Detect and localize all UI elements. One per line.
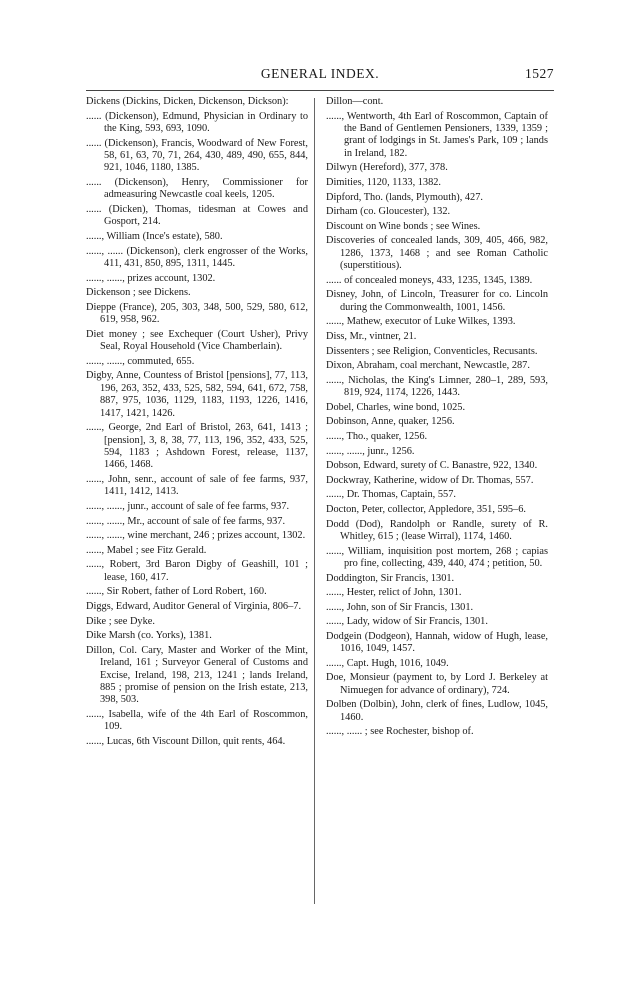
index-entry: ...... (Dicken), Thomas, tidesman at Cowes and Gosport, 214. — [86, 204, 308, 228]
index-column-right — [326, 96, 548, 741]
page-title: GENERAL INDEX. — [260, 66, 380, 81]
index-entry: ......, Wentworth, 4th Earl of Roscommon, Captain of the Band of Gentlemen Pensioners, 1339, 1359 ; grant of lodgings in St. James's Park, 109 ; lands in Ireland, 182. — [326, 110, 548, 159]
index-entry: ......, Lady, widow of Sir Francis, 1301. — [326, 616, 488, 628]
index-entry: ......, Robert, 3rd Baron Digby of Geashill, 101 ; lease, 160, 417. — [86, 559, 308, 583]
index-entry: ......, Lucas, 6th Viscount Dillon, quit rents, 464. — [86, 735, 286, 747]
index-entry: Dike Marsh (co. Yorks), 1381. — [86, 630, 212, 642]
index-entry: Dirham (co. Gloucester), 132. — [326, 206, 451, 218]
index-entry: Diet money ; see Exchequer (Court Usher), Privy Seal, Royal Household (Vice Chamberlain). — [86, 328, 308, 353]
index-entry: Dieppe (France), 205, 303, 348, 500, 529, 580, 612, 619, 958, 962. — [86, 301, 308, 326]
index-entry: Dobinson, Anne, quaker, 1256. — [326, 416, 455, 428]
index-entry: ......, ......, Mr., account of sale of fee farms, 937. — [86, 515, 286, 527]
index-entry: Dillon, Col. Cary, Master and Worker of the Mint, Ireland, 161 ; Surveyor General of Customs and Excise, Ireland, 198, 213, 1241 ; lands Ireland, 885 ; promise of pension on the Irish estate, 213, 398, 503. — [86, 644, 308, 706]
index-entry: Diggs, Edward, Auditor General of Virginia, 806–7. — [86, 600, 302, 612]
index-entry: ......, John, senr., account of sale of fee farms, 937, 1411, 1412, 1413. — [86, 474, 308, 498]
index-entry: Dobson, Edward, surety of C. Banastre, 922, 1340. — [326, 460, 538, 472]
index-entry: ...... of concealed moneys, 433, 1235, 1345, 1389. — [326, 274, 533, 286]
index-entry: ......, John, son of Sir Francis, 1301. — [326, 601, 474, 613]
index-entry: Dodgein (Dodgeon), Hannah, widow of Hugh, lease, 1016, 1049, 1457. — [326, 630, 548, 655]
index-entry: ......, Isabella, wife of the 4th Earl of Roscommon, 109. — [86, 708, 308, 733]
index-entry: ......, ......, wine merchant, 246 ; prizes account, 1302. — [86, 530, 306, 542]
index-entry: Dobel, Charles, wine bond, 1025. — [326, 401, 466, 413]
index-entry: Dixon, Abraham, coal merchant, Newcastle, 287. — [326, 360, 530, 372]
index-entry: ......, ......, junr., 1256. — [326, 445, 415, 457]
index-entry: Dimities, 1120, 1133, 1382. — [326, 177, 442, 188]
index-entry: ......, ......, commuted, 655. — [86, 355, 195, 367]
index-entry: Doe, Monsieur (payment to, by Lord J. Berkeley at Nimuegen for advance of ordinary), 724. — [326, 672, 548, 696]
index-entry: Dockwray, Katherine, widow of Dr. Thomas, 557. — [326, 474, 534, 486]
index-entry: ......, William, inquisition post mortem, 268 ; capias pro fine, collecting, 439, 440, 474 ; petition, 50. — [326, 545, 548, 569]
index-entry: Discoveries of concealed lands, 309, 405, 466, 982, 1286, 1373, 1468 ; and see Roman Catholic (superstitious). — [326, 235, 548, 272]
index-entry: ......, Dr. Thomas, Captain, 557. — [326, 489, 456, 501]
index-entry: ......, Tho., quaker, 1256. — [326, 430, 428, 442]
page-number: 1527 — [525, 66, 554, 81]
index-entry: Dillon—cont. — [326, 96, 384, 107]
index-entry: Doddington, Sir Francis, 1301. — [326, 572, 455, 584]
index-entry: ......, Hester, relict of John, 1301. — [326, 587, 462, 599]
index-entry: Dickenson ; see Dickens. — [86, 287, 191, 299]
column-divider — [314, 98, 315, 904]
header-rule — [86, 90, 554, 91]
index-entry: ......, ......, prizes account, 1302. — [86, 272, 216, 284]
index-entry: Dipford, Tho. (lands, Plymouth), 427. — [326, 191, 483, 203]
index-entry: Docton, Peter, collector, Appledore, 351, 595–6. — [326, 503, 526, 515]
index-entry: Dissenters ; see Religion, Conventicles, Recusants. — [326, 345, 538, 357]
index-entry: Dilwyn (Hereford), 377, 378. — [326, 162, 448, 174]
index-entry: Dolben (Dolbin), John, clerk of fines, Ludlow, 1045, 1460. — [326, 699, 548, 723]
page-header — [86, 66, 554, 84]
index-entry: ......, Mabel ; see Fitz Gerald. — [86, 544, 207, 556]
index-entry: ......, ...... (Dickenson), clerk engrosser of the Works, 411, 431, 850, 895, 1311, 1445. — [86, 245, 308, 269]
index-entry: ......, ......, junr., account of sale of fee farms, 937. — [86, 501, 290, 512]
index-entry: Dike ; see Dyke. — [86, 615, 155, 627]
index-entry: Dickens (Dickins, Dicken, Dickenson, Dickson): — [86, 96, 289, 107]
index-entry: ......, William (Ince's estate), 580. — [86, 231, 223, 242]
index-entry: Disney, John, of Lincoln, Treasurer for co. Lincoln during the Commonwealth, 1001, 1456. — [326, 289, 548, 313]
index-entry: ......, Capt. Hugh, 1016, 1049. — [326, 657, 449, 669]
index-entry: ......, Sir Robert, father of Lord Robert, 160. — [86, 586, 267, 598]
index-entry: ...... (Dickenson), Edmund, Physician in Ordinary to the King, 593, 693, 1090. — [86, 110, 308, 134]
index-entry: ......, Mathew, executor of Luke Wilkes, 1393. — [326, 316, 516, 328]
index-entry: ......, Nicholas, the King's Limner, 280–1, 289, 593, 819, 924, 1174, 1226, 1443. — [326, 374, 548, 399]
index-entry: Dodd (Dod), Randolph or Randle, surety of R. Whitley, 615 ; (lease Wirral), 1174, 1460. — [326, 518, 548, 542]
index-entry: Digby, Anne, Countess of Bristol [pensions], 77, 113, 196, 263, 352, 433, 525, 582, 594, 641, 672, 758, 887, 975, 1036, 1129, 1183, 1193, 1226, 1416, 1417, 1421, 1426. — [86, 370, 308, 419]
index-column-left — [86, 96, 308, 751]
index-entry: ......, George, 2nd Earl of Bristol, 263, 641, 1413 ; [pension], 3, 8, 38, 77, 113, 196, 352, 433, 525, 594, 1183 ; Ashdown Forest, release, 1137, 1466, 1468. — [86, 422, 308, 471]
index-entry: ......, ...... ; see Rochester, bishop of. — [326, 726, 474, 738]
index-entry: Discount on Wine bonds ; see Wines. — [326, 220, 481, 232]
index-entry: Diss, Mr., vintner, 21. — [326, 330, 417, 342]
index-entry: ...... (Dickenson), Henry, Commissioner for admeasuring Newcastle coal keels, 1205. — [86, 177, 308, 201]
index-entry: ...... (Dickenson), Francis, Woodward of New Forest, 58, 61, 63, 70, 71, 264, 430, 489, 490, 655, 844, 921, 1046, 1180, 1385. — [86, 137, 308, 174]
